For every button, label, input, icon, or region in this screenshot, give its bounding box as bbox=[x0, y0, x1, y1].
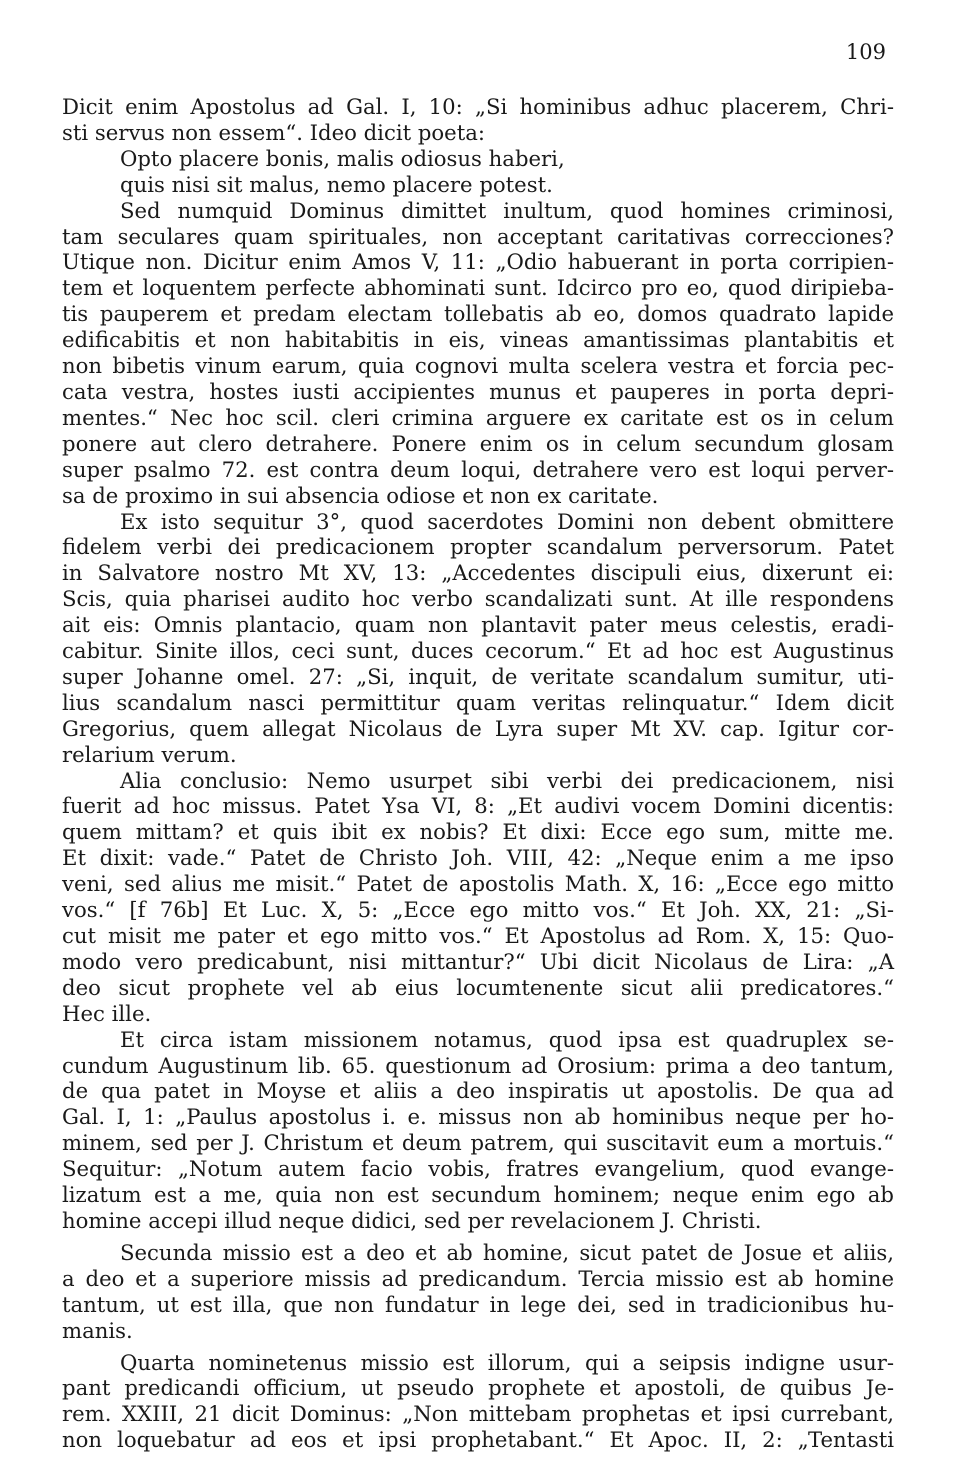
text-line: mentes.“ Nec hoc scil. cleri crimina arguere ex caritate est os in celum bbox=[62, 404, 894, 430]
body-text bbox=[62, 94, 894, 1453]
text-line: Secunda missio est a deo et ab homine, sicut patet de Josue et aliis, bbox=[120, 1239, 894, 1265]
page-number: 109 bbox=[845, 40, 886, 64]
text-line: Scis, quia pharisei audito hoc verbo scandalizati sunt. At ille respondens bbox=[62, 586, 894, 612]
text-line: Gregorius, quem allegat Nicolaus de Lyra super Mt XV. cap. Igitur cor- bbox=[62, 715, 894, 741]
text-line: ait eis: Omnis plantacio, quam non plantavit pater meus celestis, eradi- bbox=[62, 612, 894, 638]
text-line: deo sicut prophete vel ab eius locumtenente sicut alii predicatores.“ bbox=[62, 974, 894, 1000]
text-line: cundum Augustinum lib. 65. questionum ad Orosium: prima a deo tantum, bbox=[62, 1052, 894, 1078]
text-line: relarium verum. bbox=[62, 741, 237, 767]
text-line: Quarta nominetenus missio est illorum, qui a seipsis indigne usur- bbox=[120, 1349, 894, 1375]
text-line: Ex isto sequitur 3°, quod sacerdotes Domini non debent obmittere bbox=[120, 508, 894, 534]
text-line: veni, sed alius me misit.“ Patet de apostolis Math. X, 16: „Ecce ego mitto bbox=[62, 871, 894, 897]
text-line: pant predicandi officium, ut pseudo prophete et apostoli, de quibus Je- bbox=[62, 1375, 894, 1401]
text-line: fuerit ad hoc missus. Patet Ysa VI, 8: „Et audivi vocem Domini dicentis: bbox=[62, 793, 894, 819]
text-line: Alia conclusio: Nemo usurpet sibi verbi dei predicacionem, nisi bbox=[120, 767, 894, 793]
text-line: edificabitis et non habitabitis in eis, vineas amantissimas plantabitis et bbox=[62, 327, 894, 353]
text-line: tam seculares quam spirituales, non acceptant caritativas correcciones? bbox=[62, 223, 894, 249]
text-line: tem et loquentem perfecte abhominati sunt. Idcirco pro eo, quod diripieba- bbox=[62, 275, 894, 301]
text-line: rem. XXIII, 21 dicit Dominus: „Non mittebam prophetas et ipsi currebant, bbox=[62, 1401, 894, 1427]
text-line: homine accepi illud neque didici, sed per revelacionem J. Christi. bbox=[62, 1207, 762, 1233]
text-line: non loquebatur ad eos et ipsi prophetabant.“ Et Apoc. II, 2: „Tentasti bbox=[62, 1427, 894, 1453]
text-line: Sequitur: „Notum autem facio vobis, fratres evangelium, quod evange- bbox=[62, 1156, 894, 1182]
text-line: Gal. I, 1: „Paulus apostolus i. e. missus non ab hominibus neque per ho- bbox=[62, 1104, 894, 1130]
text-line: ponere aut clero detrahere. Ponere enim os in celum secundum glosam bbox=[62, 430, 894, 456]
text-line: fidelem verbi dei predicacionem propter scandalum perversorum. Patet bbox=[62, 534, 894, 560]
text-line: Sed numquid Dominus dimittet inultum, quod homines criminosi, bbox=[120, 197, 894, 223]
text-line: cut misit me pater et ego mitto vos.“ Et Apostolus ad Rom. X, 15: Quo- bbox=[62, 923, 894, 948]
text-line: minem, sed per J. Christum et deum patrem, qui suscitavit eum a mortuis.“ bbox=[62, 1130, 894, 1156]
text-line: sa de proximo in sui absencia odiose et non ex caritate. bbox=[62, 482, 659, 508]
text-line: Et circa istam missionem notamus, quod ipsa est quadruplex se- bbox=[120, 1026, 894, 1052]
text-line: in Salvatore nostro Mt XV, 13: „Accedentes discipuli eius, dixerunt ei: bbox=[62, 560, 894, 586]
text-line: super Johanne omel. 27: „Si, inquit, de veritate scandalum sumitur, uti- bbox=[62, 663, 894, 689]
text-line: vos.“ [f 76b] Et Luc. X, 5: „Ecce ego mitto vos.“ Et Joh. XX, 21: „Si- bbox=[62, 897, 894, 923]
text-line: Et dixit: vade.“ Patet de Christo Joh. VIII, 42: „Neque enim a me ipso bbox=[62, 845, 894, 871]
text-line: manis. bbox=[62, 1317, 133, 1343]
text-line: Dicit enim Apostolus ad Gal. I, 10: „Si hominibus adhuc placerem, Chri- bbox=[62, 94, 894, 119]
text-line: modo vero predicabunt, nisi mittantur?“ Ubi dicit Nicolaus de Lira: „A bbox=[62, 948, 894, 974]
text-line: tantum, ut est illa, que non fundatur in lege dei, sed in tradicionibus hu- bbox=[62, 1291, 894, 1317]
text-line: de qua patet in Moyse et aliis a deo inspiratis ut apostolis. De qua ad bbox=[62, 1078, 894, 1104]
text-line: cabitur. Sinite illos, ceci sunt, duces cecorum.“ Et ad hoc est Augustinus bbox=[62, 638, 894, 664]
text-line: lizatum est a me, quia non est secundum hominem; neque enim ego ab bbox=[62, 1182, 894, 1208]
text-line: quis nisi sit malus, nemo placere potest. bbox=[120, 171, 553, 197]
text-line: super psalmo 72. est contra deum loqui, detrahere vero est loqui perver- bbox=[62, 456, 894, 482]
text-line: sti servus non essem“. Ideo dicit poeta: bbox=[62, 119, 485, 145]
text-line: non bibetis vinum earum, quia cognovi multa scelera vestra et forcia pec- bbox=[62, 353, 894, 379]
text-line: lius scandalum nasci permittitur quam veritas relinquatur.“ Idem dicit bbox=[62, 689, 894, 715]
text-line: Hec ille. bbox=[62, 1000, 152, 1026]
text-line: cata vestra, hostes iusti accipientes munus et pauperes in porta depri- bbox=[62, 378, 894, 404]
text-line: Utique non. Dicitur enim Amos V, 11: „Odio habuerant in porta corripien- bbox=[62, 249, 894, 275]
text-line: Opto placere bonis, malis odiosus haberi, bbox=[120, 145, 565, 171]
text-line: quem mittam? et quis ibit ex nobis? Et dixi: Ecce ego sum, mitte me. bbox=[62, 819, 894, 845]
text-line: a deo et a superiore missis ad predicandum. Tercia missio est ab homine bbox=[62, 1265, 894, 1291]
text-line: tis pauperem et predam electam tollebatis ab eo, domos quadrato lapide bbox=[62, 301, 894, 327]
